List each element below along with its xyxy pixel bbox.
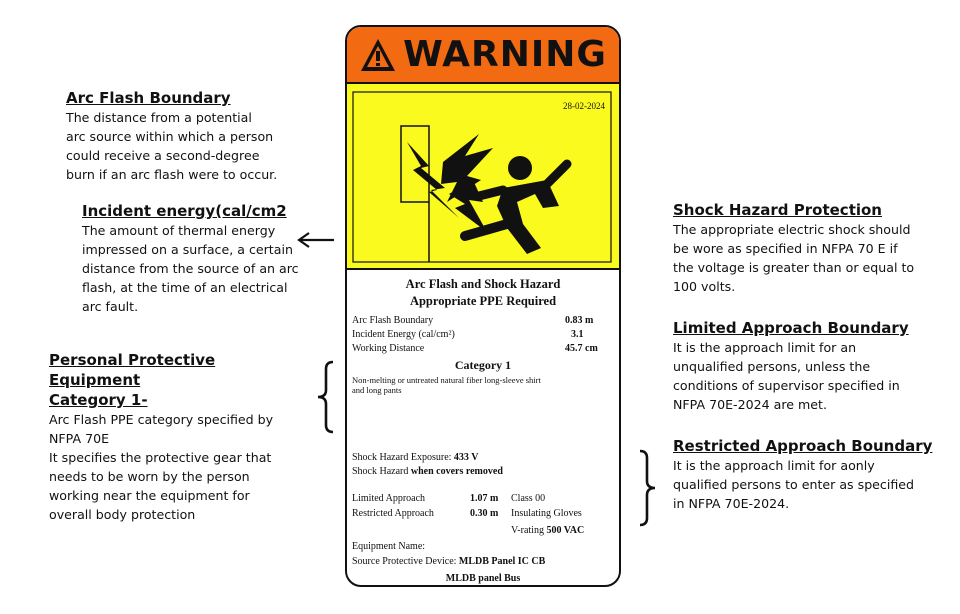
note-line: in NFPA 70E-2024. bbox=[673, 496, 790, 511]
note-line: arc source within which a person bbox=[66, 129, 274, 144]
note-line: arc fault. bbox=[82, 299, 139, 314]
note-line: burn if an arc flash were to occur. bbox=[66, 167, 278, 182]
hazard-triangle-icon bbox=[359, 37, 397, 73]
note-line: conditions of supervisor specified in bbox=[673, 378, 900, 393]
restricted-approach-note bbox=[673, 436, 938, 513]
source-device bbox=[352, 556, 545, 567]
note-title: Incident energy(cal/cm2 bbox=[82, 202, 287, 220]
restricted-approach-value: 0.30 m bbox=[470, 508, 499, 519]
shock-exposure bbox=[352, 452, 478, 463]
note-title: Personal Protective Equipment bbox=[49, 351, 216, 389]
shock-condition bbox=[352, 466, 503, 477]
row-label: Arc Flash Boundary bbox=[352, 315, 434, 326]
warning-header bbox=[347, 27, 619, 84]
row-value: 0.83 m bbox=[565, 315, 594, 326]
v-rating bbox=[511, 525, 584, 536]
restricted-bracket-icon bbox=[640, 451, 655, 525]
row-label: Incident Energy (cal/cm²) bbox=[352, 329, 455, 340]
electric-shock-icon bbox=[347, 84, 619, 270]
note-title: Arc Flash Boundary bbox=[66, 89, 231, 107]
limited-approach-value: 1.07 m bbox=[470, 493, 499, 504]
v-rating-label: V-rating bbox=[511, 525, 547, 536]
note-line: flash, at the time of an electrical bbox=[82, 280, 288, 295]
incident-energy-note bbox=[82, 201, 307, 316]
label-details bbox=[347, 270, 619, 585]
shock-exposure-label: Shock Hazard Exposure: bbox=[352, 452, 454, 463]
ppe-category-note bbox=[49, 350, 299, 524]
shock-condition-value: when covers removed bbox=[410, 466, 503, 477]
label-subheading: Appropriate PPE Required bbox=[409, 294, 557, 308]
note-line: The amount of thermal energy bbox=[82, 223, 276, 238]
note-line: distance from the source of an arc bbox=[82, 261, 299, 276]
label-heading: Arc Flash and Shock Hazard bbox=[405, 277, 561, 291]
note-line: 100 volts. bbox=[673, 279, 736, 294]
note-line: overall body protection bbox=[49, 507, 196, 522]
note-line: qualified persons to enter as specified bbox=[673, 477, 915, 492]
warning-label bbox=[345, 25, 621, 587]
note-line: It specifies the protective gear that bbox=[49, 450, 272, 465]
note-line: Arc Flash PPE category specified by bbox=[49, 412, 274, 427]
category-description: Non-melting or untreated natural fiber long-sleeve shirt bbox=[352, 375, 541, 385]
note-line: NFPA 70E-2024 are met. bbox=[673, 397, 827, 412]
note-line: The distance from a potential bbox=[66, 110, 252, 125]
note-line: be wore as specified in NFPA 70 E if bbox=[673, 241, 898, 256]
note-line: It is the approach limit for aonly bbox=[673, 458, 875, 473]
warning-title: WARNING bbox=[403, 34, 607, 75]
note-title: Category 1- bbox=[49, 391, 148, 409]
row-label: Working Distance bbox=[352, 343, 425, 354]
shock-exposure-value: 433 V bbox=[453, 452, 479, 463]
note-line: The appropriate electric shock should bbox=[673, 222, 911, 237]
glove-class: Class 00 bbox=[511, 493, 546, 504]
source-device-label: Source Protective Device: bbox=[352, 556, 459, 567]
limited-approach-note bbox=[673, 318, 938, 414]
bus-name: MLDB panel Bus bbox=[445, 573, 521, 584]
v-rating-value: 500 VAC bbox=[546, 525, 585, 536]
gloves-text: Insulating Gloves bbox=[511, 508, 582, 519]
note-line: the voltage is greater than or equal to bbox=[673, 260, 915, 275]
category-description: and long pants bbox=[352, 385, 402, 395]
limited-approach-label: Limited Approach bbox=[352, 493, 426, 504]
equipment-name: Equipment Name: bbox=[352, 541, 426, 552]
row-value: 45.7 cm bbox=[565, 343, 598, 354]
note-line: could receive a second-degree bbox=[66, 148, 260, 163]
restricted-approach-label: Restricted Approach bbox=[352, 508, 434, 519]
shock-condition-label: Shock Hazard bbox=[352, 466, 411, 477]
note-line: NFPA 70E bbox=[49, 431, 110, 446]
hazard-pictogram-panel bbox=[347, 84, 619, 270]
arc-flash-boundary-note bbox=[66, 88, 306, 184]
note-line: needs to be worn by the person bbox=[49, 469, 250, 484]
row-value: 3.1 bbox=[571, 329, 584, 340]
note-line: working near the equipment for bbox=[49, 488, 250, 503]
label-date: 28-02-2024 bbox=[563, 101, 605, 111]
ppe-bracket-icon bbox=[318, 362, 333, 432]
note-line: It is the approach limit for an bbox=[673, 340, 857, 355]
note-title: Limited Approach Boundary bbox=[673, 319, 909, 337]
note-title: Shock Hazard Protection bbox=[673, 201, 882, 219]
source-device-value: MLDB Panel IC CB bbox=[458, 556, 546, 567]
shock-hazard-protection-note bbox=[673, 200, 938, 296]
note-title: Restricted Approach Boundary bbox=[673, 437, 933, 455]
note-line: impressed on a surface, a certain bbox=[82, 242, 293, 257]
ppe-category: Category 1 bbox=[454, 358, 512, 372]
note-line: unqualified persons, unless the bbox=[673, 359, 871, 374]
